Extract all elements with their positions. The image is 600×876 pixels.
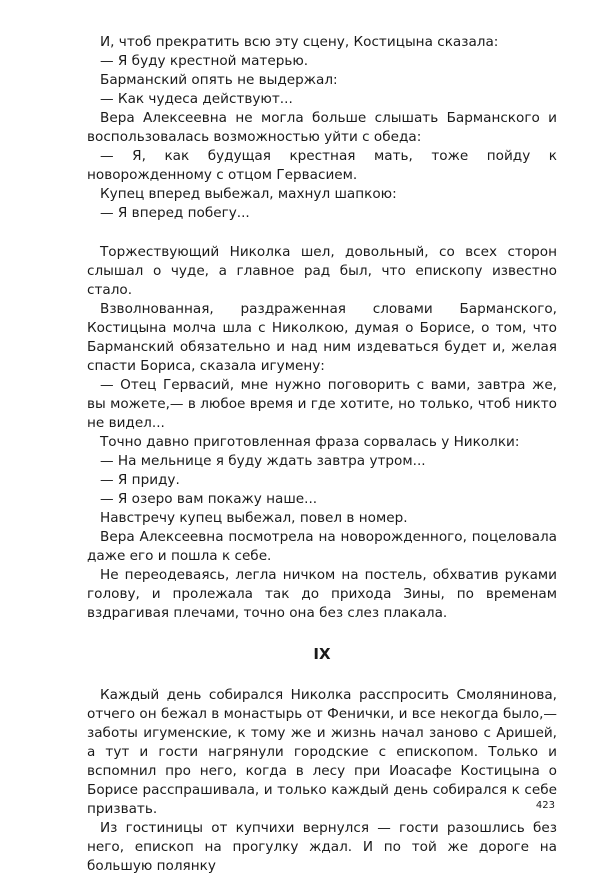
paragraph: Из гостиницы от купчихи вернулся — гости разошлись без него, епископ на прогулку ждал. И по той же дороге на большую полянку: [87, 820, 557, 874]
paragraph: Не переодеваясь, легла ничком на постель, обхватив руками голову, и пролежала так до прихода Зины, по временам вздрагивая плечами, точно она без слез плакала.: [87, 567, 557, 621]
paragraph: Каждый день собирался Николка расспросить Смолянинова, отчего он бежал в монастырь от Фенички, и все некогда было,— заботы игуменские, к тому же и жизнь начал заново с Аришей, а тут и гости нагрянули городские с епископом. Только и вспомнил про него, когда в лесу при Иоасафе Костицына о Борисе расспрашивала, и только каждый день собирался к себе призвать.: [87, 687, 557, 817]
paragraph: Навстречу купец выбежал, повел в номер.: [100, 510, 408, 526]
paragraph: — Я буду крестной матерью.: [100, 53, 309, 69]
page-body: [87, 33, 557, 876]
paragraph: Вера Алексеевна не могла больше слышать Барманского и воспользовалась возможностью уйти с обеда:: [87, 110, 557, 145]
paragraph: — Я приду.: [100, 472, 180, 488]
spacer: [87, 623, 557, 645]
chapter-heading: IX: [313, 645, 331, 663]
paragraph: И, чтоб прекратить всю эту сцену, Костицына сказала:: [100, 34, 499, 50]
paragraph: Вера Алексеевна посмотрела на новорожденного, поцеловала даже его и пошла к себе.: [87, 529, 557, 564]
spacer: [87, 223, 557, 243]
paragraph: Взволнованная, раздраженная словами Барманского, Костицына молча шла с Николкою, думая о Борисе, о том, что Барманский обязательно и над ним издеваться будет и, желая спасти Бориса, сказала игумену:: [87, 301, 557, 374]
paragraph: Барманский опять не выдержал:: [100, 72, 338, 88]
paragraph: — Я, как будущая крестная мать, тоже пойду к новорожденному с отцом Гервасием.: [87, 148, 557, 183]
paragraph: Торжествующий Николка шел, довольный, со всех сторон слышал о чуде, а главное рад был, что епископу известно стало.: [87, 244, 557, 298]
paragraph: — Отец Гервасий, мне нужно поговорить с вами, завтра же, вы можете,— в любое время и где хотите, но только, чтоб никто не видел...: [87, 377, 557, 431]
page-number: 423: [535, 800, 555, 811]
paragraph: Купец вперед выбежал, махнул шапкою:: [100, 186, 397, 202]
paragraph: — Я озеро вам покажу наше...: [100, 491, 318, 507]
spacer: [87, 664, 557, 686]
paragraph: Точно давно приготовленная фраза сорвалась у Николки:: [100, 434, 520, 450]
paragraph: — Как чудеса действуют...: [100, 91, 293, 107]
paragraph: — Я вперед побегу...: [100, 205, 250, 221]
paragraph: — На мельнице я буду ждать завтра утром...: [100, 453, 426, 469]
